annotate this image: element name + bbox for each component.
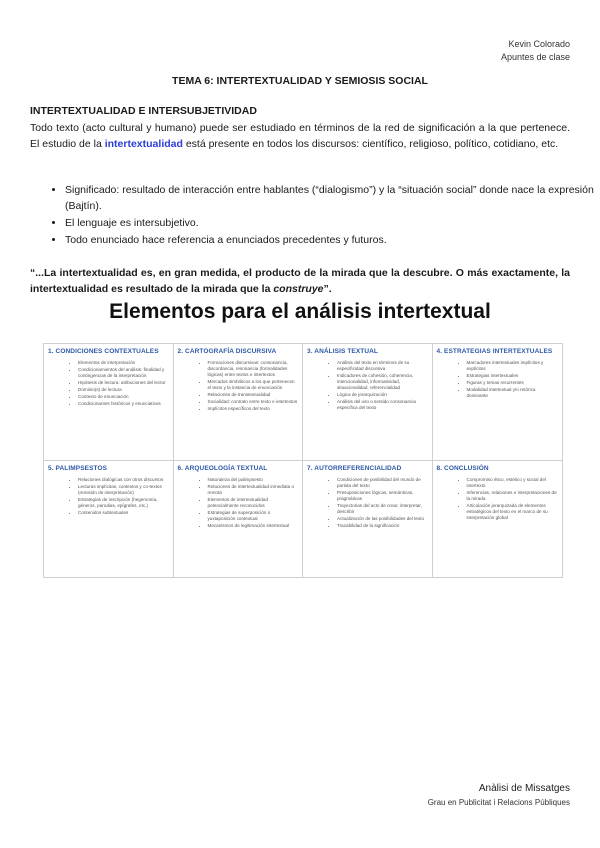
list-item: • Dominio(s) de lectura (78, 387, 169, 393)
list-item: • Compromiso ético, estético y social del intertexto (467, 477, 559, 489)
course-name: Anàlisi de Missatges (478, 783, 570, 794)
list-item: • Articulación jerarquizada de elementos estratégicos del texto en el marco de su interpretación global (467, 503, 559, 521)
list-item: • Elementos de intertextualidad potencialmente reconocidos (208, 497, 299, 509)
para-text-2: está presente en todos los discursos: científico, religioso, político, cotidiano, etc. (182, 138, 559, 150)
grid-cell (44, 461, 174, 578)
list-item: • Significado: resultado de interacción entre hablantes (“dialogismo”) y la “situación social” donde nace la expresión (Bajtín). (65, 182, 600, 214)
list-item: • Condiciones de posibilidad del mundo de partida del texto (337, 477, 428, 489)
grid-cell-list (48, 477, 169, 516)
section-heading: INTERTEXTUALIDAD E INTERSUBJETIVIDAD (30, 105, 257, 117)
list-item: • Socialidad: contrato entre texto e intertextos (208, 399, 299, 405)
quote-emphasis: construye (273, 283, 324, 295)
list-item: • Naturaleza del palimpsesto (208, 477, 299, 483)
grid-cell-list (307, 360, 428, 411)
list-item: • Mecanismos de legitimación intertextual (208, 523, 299, 529)
list-item: • Mercados simbólicos a los que pertenecen el texto y la instancia de enunciación (208, 379, 299, 391)
degree-name: Grau en Publicitat i Relacions Públiques (427, 798, 570, 807)
list-item: • Estrategias de inscripción (hegemonía, géneros, parodias, epígrafes, etc.) (78, 497, 169, 509)
page-header (501, 38, 570, 64)
list-item: • Inferencias, relaciones e interpretaciones de la mirada (467, 490, 559, 502)
list-item: • Actualización de las posibilidades del texto (337, 516, 428, 522)
grid-cell-list (437, 477, 559, 521)
grid-cell-title: 2. CARTOGRAFÍA DISCURSIVA (177, 348, 277, 355)
page-footer (428, 783, 570, 807)
list-item: • Lecturas implícitas, contextos y co-textos (remisión de interpretación) (78, 484, 169, 496)
list-item: • Relaciones dialógicas con otros discursos (78, 477, 169, 483)
doc-title: TEMA 6: INTERTEXTUALIDAD Y SEMIOSIS SOCIAL (172, 75, 428, 87)
list-item: • Trazabilidad de la significación (337, 523, 428, 529)
quote-text: “...La intertextualidad es, en gran medida, el producto de la mirada que la descubre. O más exactamente, la intertextualidad es resultado de la mirada que la (30, 267, 570, 295)
grid-cell-list (178, 360, 299, 412)
grid-cell-title: 8. CONCLUSIÓN (436, 464, 489, 472)
grid-cell-list (178, 477, 299, 529)
grid-cell (433, 344, 563, 461)
grid-cell (44, 344, 174, 461)
grid-cell (303, 344, 433, 461)
list-item: • Modalidad intertextual y/o retórica dominante (467, 387, 559, 399)
list-item: • Análisis del uso o sentido consonancia específica del texto (337, 399, 428, 411)
list-item: • Presuposiciones lógicas, semánticas, pragmáticas (337, 490, 428, 502)
quote-paragraph (30, 265, 570, 297)
list-item: • Todo enunciado hace referencia a enunciados precedentes y futuros. (65, 232, 600, 248)
list-item: • Figuras y temas recurrentes (467, 380, 559, 386)
grid-cell-title: 7. AUTORREFERENCIALIDAD (307, 464, 402, 472)
grid-cell-title: 1. CONDICIONES CONTEXTUALES (48, 348, 159, 355)
author-name: Kevin Colorado (508, 39, 570, 49)
list-item: • Análisis del texto en términos de su especificidad discursiva (337, 360, 428, 372)
grid-cell (303, 461, 433, 578)
list-item: • Hipótesis de lectura: atribuciones del lector (78, 380, 169, 386)
list-item: • Contexto de enunciación (78, 394, 169, 400)
intro-paragraph (30, 120, 570, 152)
para-text-1: Todo texto (acto cultural y humano) puede ser estudiado en términos de la red de significación a la que pertenece. El estudio de la (30, 122, 570, 150)
grid-cell-title: 4. ESTRATEGIAS INTERTEXTUALES (436, 348, 553, 355)
list-item: • Condicionamientos del análisis: finalidad y contingencias de la interpretación (78, 367, 169, 379)
grid-cell-title: 6. ARQUEOLOGÍA TEXTUAL (177, 464, 268, 472)
bullet-list (30, 182, 600, 249)
list-item: • Trayectorias del acto de crear, interpretar, describir (337, 503, 428, 515)
para-highlight: intertextualidad (104, 138, 183, 150)
list-item: • Formaciones discursivas: consonancia, discordancia, resonancia (formalidades lógicas) entre textos e intertextos (208, 360, 299, 378)
list-item: • El lenguaje es intersubjetivo. (65, 215, 600, 231)
grid-cell-list (48, 360, 169, 407)
list-item: • Lógica de jerarquización (337, 392, 428, 398)
list-item: • Estrategias intertextuales (467, 373, 559, 379)
list-item: • Indicadores de cohesión, coherencia, intencionalidad, informatividad, situacionalidad, referencialidad (337, 373, 428, 391)
grid-cell-title: 3. ANÁLISIS TEXTUAL (307, 348, 378, 355)
quote-end: ”. (323, 283, 332, 295)
list-item: • Marcadores intertextuales implícitos y explícitos (467, 360, 559, 372)
grid-cell (433, 461, 563, 578)
figure-title: Elementos para el análisis intertextual (109, 300, 491, 323)
grid-cell (174, 344, 304, 461)
list-item: • Elementos de interpretación (78, 360, 169, 366)
list-item: • Condicionantes históricos y enunciativos (78, 401, 169, 407)
list-item: • Relaciones de intertextualidad inmediata o remota (208, 484, 299, 496)
analysis-grid (43, 343, 563, 578)
grid-cell-list (307, 477, 428, 529)
header-subtitle: Apuntes de clase (500, 52, 570, 62)
list-item: • Relaciones de transtextualidad (208, 392, 299, 398)
grid-cell (174, 461, 304, 578)
grid-cell-title: 5. PALIMPSESTOS (48, 464, 108, 472)
list-item: • Contenidos subtextuales (78, 510, 169, 516)
list-item: • Implícitos específicos del texto (208, 406, 299, 412)
grid-cell-list (437, 360, 559, 399)
list-item: • Estrategias de superposición o yuxtaposición contextual (208, 510, 299, 522)
